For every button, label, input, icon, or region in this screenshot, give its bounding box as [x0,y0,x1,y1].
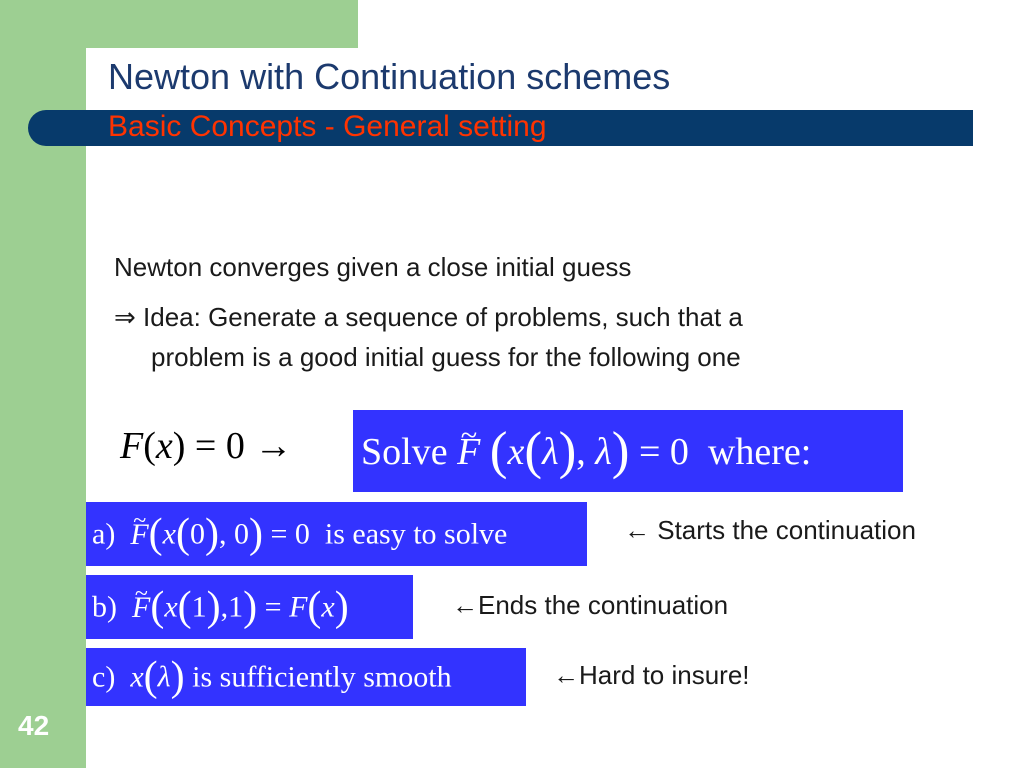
left-arrow-icon: ← [452,590,478,620]
condition-c-label: c) [92,660,116,694]
note-b [452,590,728,621]
note-c [553,660,750,691]
f-tilde-symbol: ~ F [457,411,480,493]
left-arrow-icon: ← [553,660,579,690]
slide-subtitle: Basic Concepts - General setting [108,110,547,143]
f-tilde-b: ~ F [132,576,150,640]
page-number: 42 [18,710,50,741]
f-tilde-a: ~ F [130,503,148,567]
note-a [624,515,916,546]
note-a-text: Starts the continuation [657,515,916,545]
condition-c-text: is sufficiently smooth [192,660,452,694]
condition-b-box: b) ~ F(x(1),1) = F(x) [86,575,413,639]
bullet-line-1: Newton converges given a close initial guess [114,252,632,282]
condition-a-box: a) ~ F(x(0), 0) = 0 is easy to solve [86,502,587,566]
condition-a-label: a) [92,517,116,551]
condition-a-text: is easy to solve [324,517,508,551]
note-b-text: Ends the continuation [478,590,729,620]
solve-word: Solve [361,430,448,473]
original-equation: F(x) = 0 → [120,425,293,467]
slide-title: Newton with Continuation schemes [108,56,671,97]
implies-arrow-icon: ⇒ [114,303,136,332]
where-word: where: [707,430,812,473]
note-c-text: Hard to insure! [579,660,750,690]
continuation-equation-box: Solve ~ F (x(λ), λ) = 0 where: [353,410,903,492]
condition-b-label: b) [92,590,117,624]
condition-c-box: c) x(λ) is sufficiently smooth [86,648,526,706]
left-arrow-icon: ← [624,515,650,545]
bullet-line-2 [114,300,743,335]
bullet-line-2-text: Idea: Generate a sequence of problems, such that a [143,302,743,332]
bullet-line-3: problem is a good initial guess for the following one [151,342,741,372]
